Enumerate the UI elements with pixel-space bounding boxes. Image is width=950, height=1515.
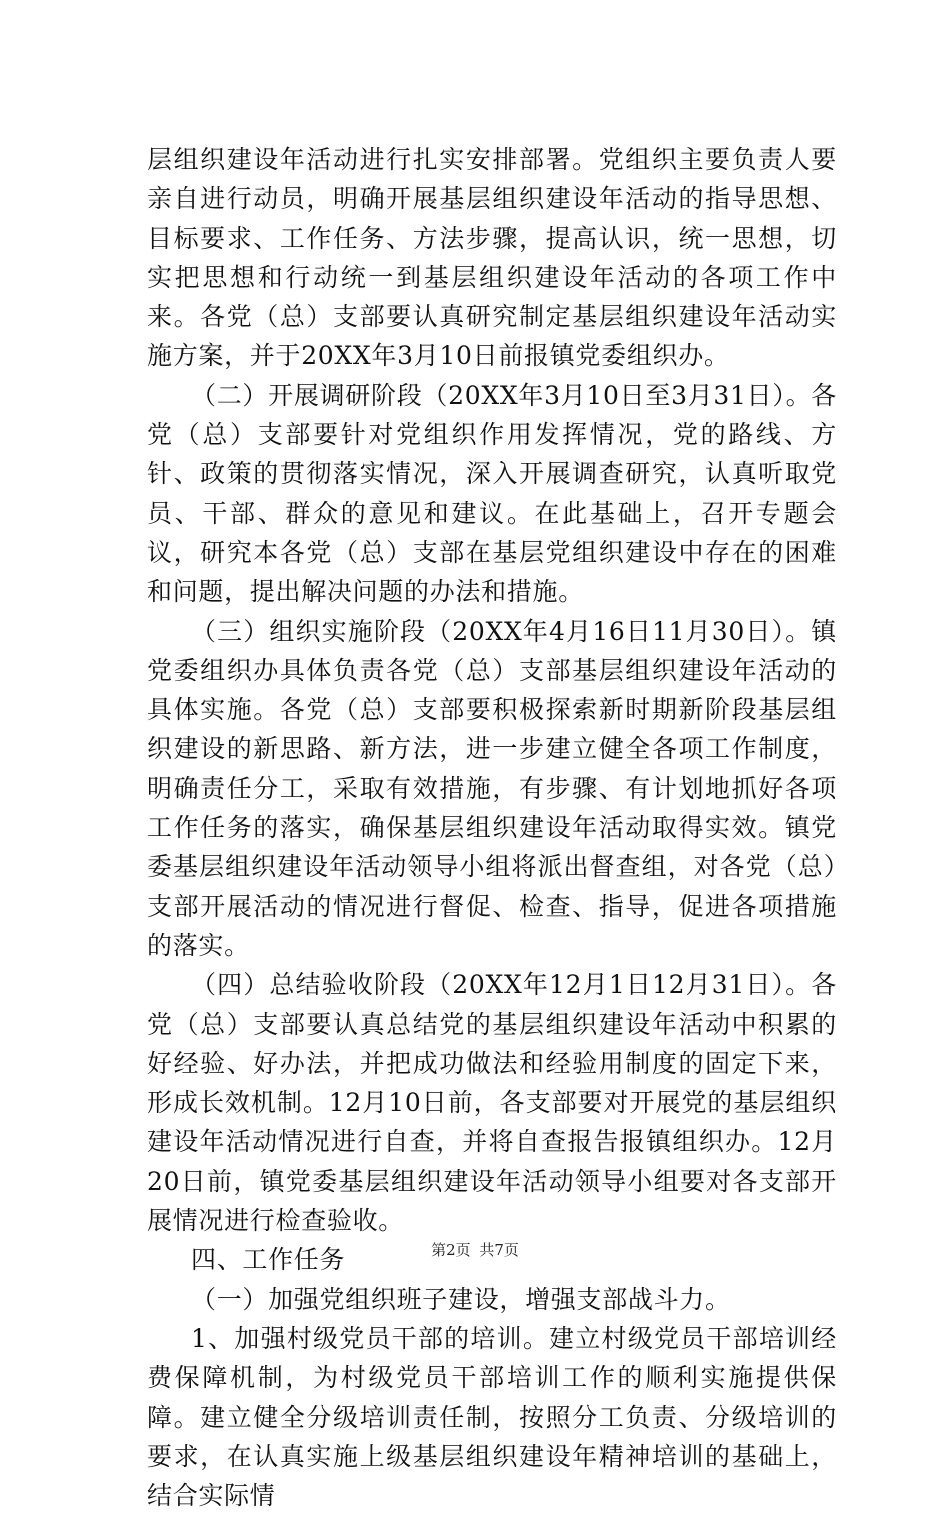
section-heading: 四、工作任务 [191,1245,346,1275]
paragraph-2: （二）开展调研阶段（20XX年3月10日至3月31日）。各党（总）支部要针对党组织作用发挥情况，党的路线、方针、政策的贯彻落实情况，深入开展调查研究，认真听取党员、干部、群众的意见和建议。在此基础上，召开专题会议，研究本各党（总）支部在基层党组织建设中存在的困难和问题，提出解决问题的办法和措施。 [147,380,837,607]
subsection-heading: （一）加强党组织班子建设，增强支部战斗力。 [191,1284,731,1314]
paragraph-4: （四）总结验收阶段（20XX年12月1日12月31日）。各党（总）支部要认真总结党的基层组织建设年活动中积累的好经验、好办法，并把成功做法和经验用制度的固定下来，形成长效机制。12月10日前，各支部要对开展党的基层组织建设年活动情况进行自查，并将自查报告报镇组织办。12月20日前，镇党委基层组织建设年活动领导小组要对各支部开展情况进行检查验收。 [147,970,837,1236]
document-body [147,140,837,1515]
paragraph-3: （三）组织实施阶段（20XX年4月16日11月30日）。镇党委组织办具体负责各党（总）支部基层组织建设年活动的具体实施。各党（总）支部要积极探索新时期新阶段基层组织建设的新思路、新方法，进一步建立健全各项工作制度，明确责任分工，采取有效措施，有步骤、有计划地抓好各项工作任务的落实，确保基层组织建设年活动取得实效。镇党委基层组织建设年活动领导小组将派出督查组，对各党（总）支部开展活动的情况进行督促、检查、指导，促进各项措施的落实。 [147,616,837,960]
paragraph-5: 1、加强村级党员干部的培训。建立村级党员干部培训经费保障机制，为村级党员干部培训工作的顺利实施提供保障。建立健全分级培训责任制，按照分工负责、分级培训的要求，在认真实施上级基层组织建设年精神培训的基础上，结合实际情 [147,1323,837,1511]
page-footer [0,1239,950,1260]
page-total: 共7页 [479,1241,519,1259]
paragraph-1: 层组织建设年活动进行扎实安排部署。党组织主要负责人要亲自进行动员，明确开展基层组织建设年活动的指导思想、目标要求、工作任务、方法步骤，提高认识，统一思想，切实把思想和行动统一到基层组织建设年活动的各项工作中来。各党（总）支部要认真研究制定基层组织建设年活动实施方案，并于20XX年3月10日前报镇党委组织办。 [147,145,837,371]
page-number: 第2页 [431,1241,471,1259]
